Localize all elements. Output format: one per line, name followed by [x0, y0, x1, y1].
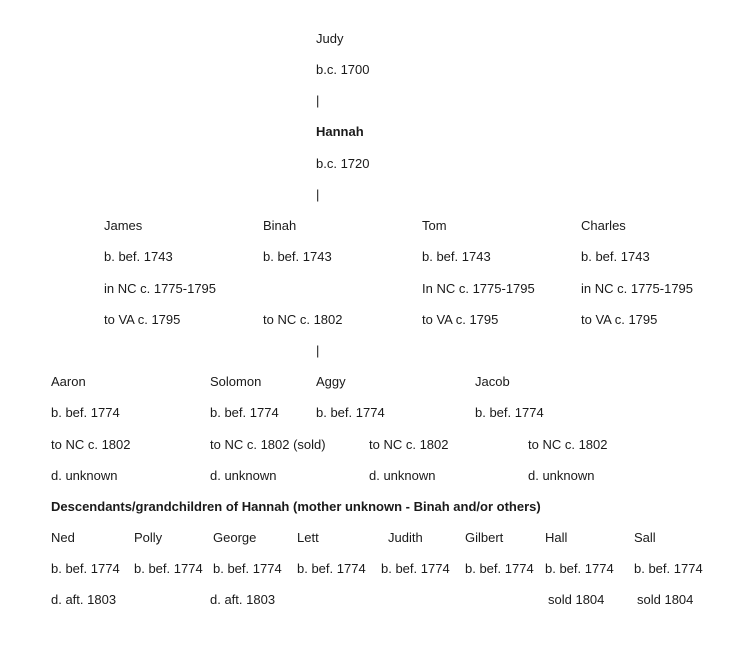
tom-name: Tom	[422, 218, 447, 233]
connector-judy-hannah: |	[316, 93, 320, 108]
george-note: d. aft. 1803	[210, 592, 276, 607]
hall-name: Hall	[545, 530, 568, 545]
aggy-birth: b. bef. 1774	[316, 405, 385, 420]
aaron-birth: b. bef. 1774	[51, 405, 120, 420]
aaron-death: d. unknown	[51, 468, 118, 483]
jacob-move: to NC c. 1802	[528, 437, 608, 452]
judith-birth: b. bef. 1774	[381, 561, 450, 576]
polly-birth: b. bef. 1774	[134, 561, 203, 576]
judy-birth: b.c. 1700	[316, 62, 370, 77]
binah-birth: b. bef. 1743	[263, 249, 332, 264]
tom-move: to VA c. 1795	[422, 312, 499, 327]
sall-birth: b. bef. 1774	[634, 561, 703, 576]
binah-name: Binah	[263, 218, 297, 233]
aggy-death: d. unknown	[369, 468, 436, 483]
aggy-name: Aggy	[316, 374, 346, 389]
jacob-name: Jacob	[475, 374, 510, 389]
george-birth: b. bef. 1774	[213, 561, 282, 576]
hannah-name: Hannah	[316, 124, 364, 139]
binah-move: to NC c. 1802	[263, 312, 343, 327]
aaron-move: to NC c. 1802	[51, 437, 131, 452]
charles-residence: in NC c. 1775-1795	[581, 281, 694, 296]
gilbert-birth: b. bef. 1774	[465, 561, 534, 576]
hall-note: sold 1804	[548, 592, 605, 607]
connector-binah-children: |	[316, 343, 320, 358]
charles-birth: b. bef. 1743	[581, 249, 650, 264]
hannah-birth: b.c. 1720	[316, 156, 370, 171]
charles-move: to VA c. 1795	[581, 312, 658, 327]
aggy-move: to NC c. 1802	[369, 437, 449, 452]
lett-name: Lett	[297, 530, 319, 545]
charles-name: Charles	[581, 218, 626, 233]
sall-name: Sall	[634, 530, 656, 545]
tom-residence: In NC c. 1775-1795	[422, 281, 535, 296]
george-name: George	[213, 530, 257, 545]
judith-name: Judith	[388, 530, 423, 545]
gilbert-name: Gilbert	[465, 530, 504, 545]
descendants-heading: Descendants/grandchildren of Hannah (mother unknown - Binah and/or others)	[51, 499, 541, 514]
james-move: to VA c. 1795	[104, 312, 181, 327]
aaron-name: Aaron	[51, 374, 86, 389]
solomon-death: d. unknown	[210, 468, 277, 483]
hall-birth: b. bef. 1774	[545, 561, 614, 576]
tom-birth: b. bef. 1743	[422, 249, 491, 264]
solomon-birth: b. bef. 1774	[210, 405, 279, 420]
ned-note: d. aft. 1803	[51, 592, 117, 607]
jacob-death: d. unknown	[528, 468, 595, 483]
solomon-name: Solomon	[210, 374, 262, 389]
solomon-move: to NC c. 1802 (sold)	[210, 437, 326, 452]
connector-hannah-children: |	[316, 187, 320, 202]
sall-note: sold 1804	[637, 592, 694, 607]
jacob-birth: b. bef. 1774	[475, 405, 544, 420]
lett-birth: b. bef. 1774	[297, 561, 366, 576]
james-residence: in NC c. 1775-1795	[104, 281, 217, 296]
james-name: James	[104, 218, 143, 233]
ned-birth: b. bef. 1774	[51, 561, 120, 576]
polly-name: Polly	[134, 530, 163, 545]
james-birth: b. bef. 1743	[104, 249, 173, 264]
judy-name: Judy	[316, 31, 344, 46]
ned-name: Ned	[51, 530, 75, 545]
